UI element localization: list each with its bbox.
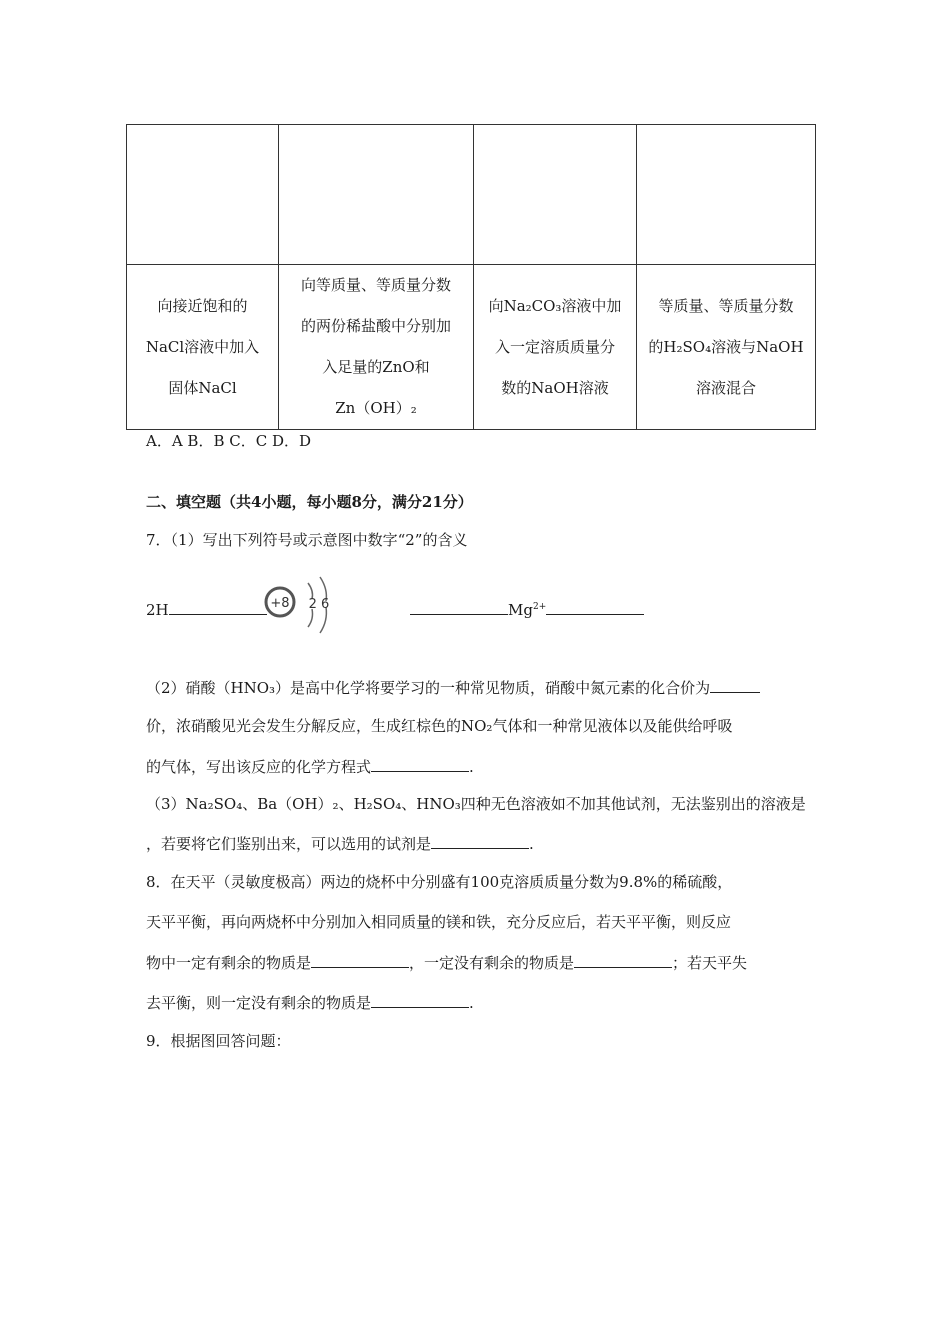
q7-intro: 7．（1）写出下列符号或示意图中数字“2”的含义: [146, 531, 468, 549]
q8-line2: 天平平衡，再向两烧杯中分别加入相同质量的镁和铁，充分反应后，若天平平衡，则反应: [146, 913, 732, 931]
q8-line4: 去平衡，则一定没有剩余的物质是 .: [146, 991, 474, 1013]
symbol-mg: Mg: [508, 601, 533, 619]
option-a-text: 向接近饱和的 NaCl溶液中加入 固体NaCl: [127, 265, 279, 430]
q7-mg-group: [410, 598, 644, 619]
section-title: 二、填空题（共4小题，每小题8分，满分21分）: [146, 493, 473, 511]
option-d-figure: [637, 125, 816, 265]
option-c-figure: [474, 125, 637, 265]
blank-unbalanced[interactable]: [371, 991, 469, 1008]
atom-nucleus-label: +8: [270, 596, 290, 611]
blank-equation[interactable]: [371, 755, 469, 772]
q7-part3-line1: （3）Na₂SO₄、Ba（OH）₂、H₂SO₄、HNO₃四种无色溶液如不加其他试剂，无法鉴别出的溶液是: [146, 795, 806, 813]
blank-mg[interactable]: [546, 598, 644, 615]
answer-options: A．A B．B C．C D．D: [146, 432, 312, 450]
q8-line3: 物中一定有剩余的物质是 ，一定没有剩余的物质是 ；若天平失: [146, 951, 747, 973]
blank-atom-diagram[interactable]: [410, 598, 508, 615]
q7-part2-line2: 价，浓硝酸见光会发生分解反应，生成红棕色的NO₂气体和一种常见液体以及能供给呼吸: [146, 717, 733, 735]
symbol-2h: 2H: [146, 601, 169, 619]
q9-intro: 9．根据图回答问题：: [146, 1032, 291, 1050]
option-b-figure: [279, 125, 474, 265]
blank-2h[interactable]: [169, 598, 267, 615]
option-d-text: 等质量、等质量分数 的H₂SO₄溶液与NaOH 溶液混合: [637, 265, 816, 430]
blank-nitrogen-valence[interactable]: [710, 676, 760, 693]
symbol-mg-charge: 2+: [532, 602, 547, 612]
options-table: [126, 124, 816, 430]
q7-part2-line1: （2）硝酸（HNO₃）是高中化学将要学习的一种常见物质，硝酸中氮元素的化合价为: [146, 676, 760, 698]
blank-not-remaining[interactable]: [574, 951, 672, 968]
q7-part3-line2: ，若要将它们鉴别出来，可以选用的试剂是 .: [146, 832, 534, 854]
q7-part2-line3: 的气体，写出该反应的化学方程式 .: [146, 755, 474, 777]
blank-reagent[interactable]: [431, 832, 529, 849]
blank-remaining[interactable]: [311, 951, 409, 968]
option-b-text: 向等质量、等质量分数 的两份稀盐酸中分别加 入足量的ZnO和 Zn（OH）₂: [279, 265, 474, 430]
atom-shell-electrons: 2 6: [308, 597, 330, 612]
oxygen-atom-structure-diagram: [262, 573, 342, 639]
q7-symbol-row: [146, 598, 267, 619]
option-a-figure: [127, 125, 279, 265]
q8-line1: 8．在天平（灵敏度极高）两边的烧杯中分别盛有100克溶质质量分数为9.8%的稀硫酸，: [146, 873, 733, 891]
option-c-text: 向Na₂CO₃溶液中加 入一定溶质质量分 数的NaOH溶液: [474, 265, 637, 430]
